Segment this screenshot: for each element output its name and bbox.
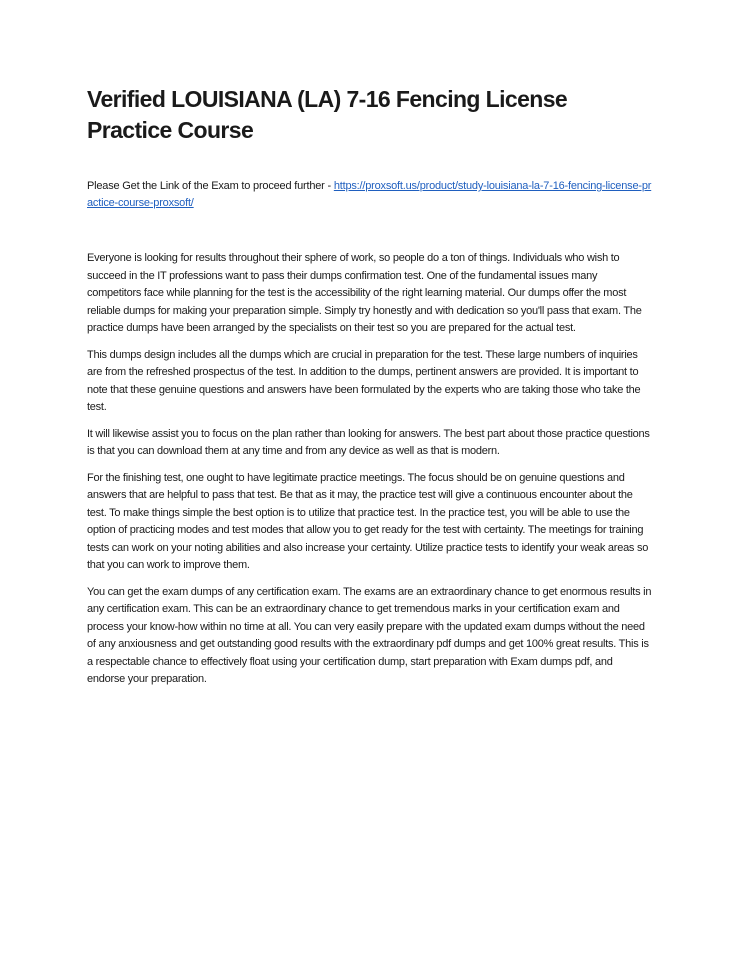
intro-text: Please Get the Link of the Exam to proceed further - xyxy=(87,180,334,192)
intro-line xyxy=(87,178,653,212)
document-page xyxy=(87,84,653,698)
paragraph-3: It will likewise assist you to focus on the plan rather than looking for answers. The best part about those practice questions is that you can download them at any time and from any device as well as that is modern. xyxy=(87,427,650,457)
paragraph-2: This dumps design includes all the dumps which are crucial in preparation for the test. These large numbers of inquiries are from the refreshed prospectus of the test. In addition to the dumps, pertinent answers are provided. It is important to note that these genuine questions and answers have been formulated by the experts who are taking those who take the test. xyxy=(87,348,641,413)
document-body xyxy=(87,250,653,689)
paragraph-4: For the finishing test, one ought to have legitimate practice meetings. The focus should be on genuine questions and answers that are helpful to pass that test. Be that as it may, the practice test will give a continuous encounter about the test. To make things simple the best option is to utilize that practice test. In the practice test, you will be able to use the option of practicing modes and test modes that allow you to get ready for the test with certainty. The meetings for training tests can work on your noting abilities and also increase your certainty. Utilize practice tests to identify your weak areas so that you can work to improve them. xyxy=(87,471,649,571)
paragraph-5: You can get the exam dumps of any certification exam. The exams are an extraordinary chance to get enormous results in any certification exam. This can be an extraordinary chance to get tremendous marks in your certification exam and process your know-how within no time at all. You can very easily prepare with the updated exam dumps without the need of any anxiousness and get outstanding good results with the extraordinary pdf dumps and get 100% great results. This is a respectable chance to effectively float using your certification dump, start preparation with Exam dumps pdf, and endorse your preparation. xyxy=(87,585,652,685)
exam-link[interactable]: https://proxsoft.us/product/study-louisiana-la-7-16-fencing-license-practice-course-proxsoft/ xyxy=(87,180,652,209)
page-title: Verified LOUISIANA (LA) 7-16 Fencing License Practice Course xyxy=(87,86,568,143)
paragraph-1: Everyone is looking for results throughout their sphere of work, so people do a ton of things. Individuals who wish to succeed in the IT professions want to pass their dumps confirmation test. One of the fundamental issues many competitors face while planning for the test is the accessibility of the right learning material. Our dumps offer the most reliable dumps for making your preparation simple. Simply try honestly and with dedication so you'll pass that exam. The practice dumps have been arranged by the specialists on their test so you are prepared for the actual test. xyxy=(87,252,642,334)
